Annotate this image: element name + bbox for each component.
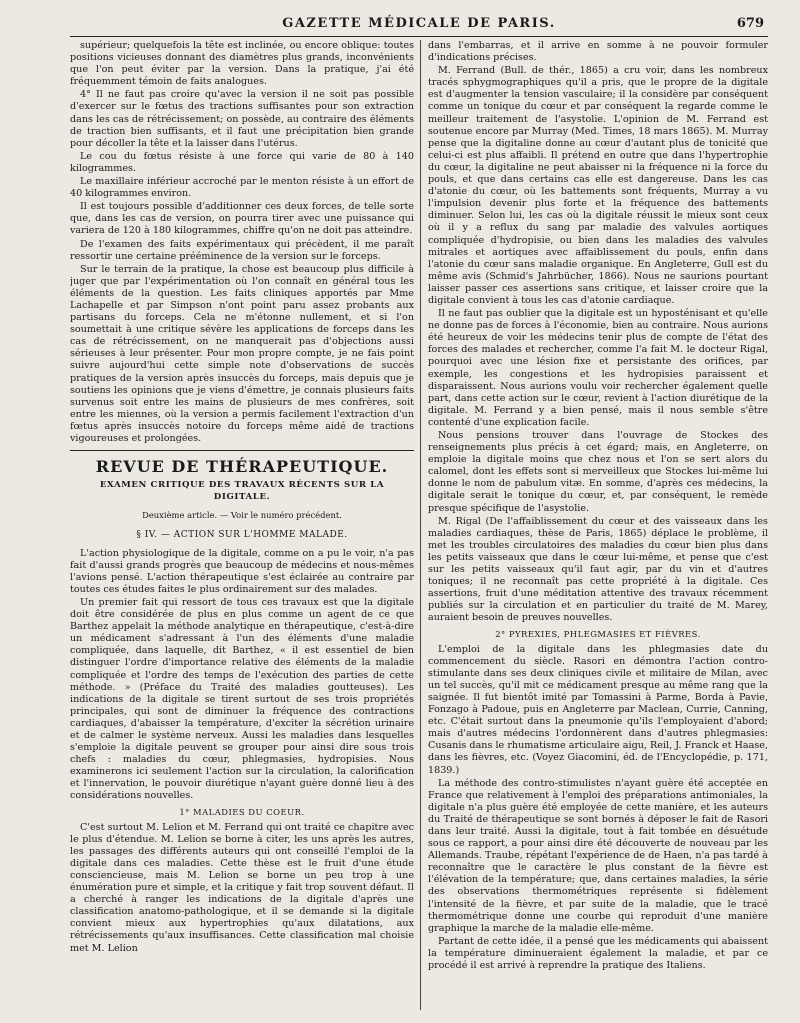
paragraph: 4° Il ne faut pas croire qu'avec la version il ne soit pas possible d'exercer sur le fœtus des tractions suffisantes pour son extraction dans les cas de rétrécissement; on possède, au contraire des éléments de traction bien suffisants, et il faut une précipitation bien grande pour décoller la tête et la laisser dans l'utérus. <box>70 89 414 149</box>
paragraph: dans l'embarras, et il arrive en somme à ne pouvoir formuler d'indications précises. <box>428 40 768 64</box>
paragraph: Le cou du fœtus résiste à une force qui varie de 80 à 140 kilogrammes. <box>70 150 414 174</box>
article-note: Deuxième article. — Voir le numéro précédent. <box>142 510 342 521</box>
paragraph: L'emploi de la digitale dans les phlegmasies date du commencement du siècle. Rasori en démontra l'action contro-stimulante dans ses deux cliniques civile et militaire de Milan, avec un tel succès, qu'il mit ce médicament presque au même rang que la saignée. Il fut bientôt imité par Tomassini à Parme, Borda à Pavie, Fonzago à Padoue, puis en Angleterre par Maclean, Currie, Canning, etc. C'était surtout dans la pneumonie qu'ils l'employaient d'abord; mais d'autres médecins l'ordonnèrent dans d'autres phlegmasies: Cusanis dans le rhumatisme articulaire aigu, Reil, J. Franck et Haase, dans les fièvres, etc. (Voyez Giacomini, éd. de l'Encyclopédie, p. 171, 1839.) <box>428 643 768 776</box>
paragraph: La méthode des contro-stimulistes n'ayant guère été acceptée en France que relativement à l'emploi des préparations antimoniales, la digitale n'a plus guère été employée de cette manière, et les auteurs du Traité de thérapeutique se sont bornés à déposer le fait de Rasori dans leur traité. Aussi la digitale, tout à fait tombée en désuétude sous ce rapport, a pour ainsi dire été découverte de nouveau par les Allemands. Traube, répétant l'expérience de de Haen, n'a pas tardé à reconnaître que le caractère le plus constant de la fièvre est l'élévation de la température; que, dans certaines maladies, la série des observations thermométriques représente si fidèlement l'intensité de la fièvre, et par suite de la maladie, que le tracé thermométrique donne une courbe qui reproduit d'une manière graphique la marche de la maladie elle-même. <box>428 777 768 934</box>
subsection-heading: 1° MALADIES DU COEUR. <box>179 806 305 817</box>
part-heading: § IV. — ACTION SUR L'HOMME MALADE. <box>136 530 348 541</box>
paragraph: Nous pensions trouver dans l'ouvrage de Stockes des renseignements plus précis à cet égard; mais, en Angleterre, on emploie la digitale moins que chez nous et l'on se sert alors du calomel, dont les effets sont si merveilleux que Stockes lui-même lui donne le nom de pabulum vitæ. En somme, d'après ces médecins, la digitale serait le tonique du cœur, et, par conséquent, le remède presque spécifique de l'asystolie. <box>428 430 768 514</box>
paragraph: Sur le terrain de la pratique, la chose est beaucoup plus difficile à juger que par l'expérimentation où l'on connaît en général tous les éléments de la question. Les faits cliniques apportés par Mme Lachapelle et par Simpson n'ont point paru assez probants aux partisans du forceps. Cela ne m'étonne nullement, et si l'on soumettait à une critique sévère les applications de forceps dans les cas de rétrécissement, on ne manquerait pas d'objections aussi sérieuses à leur présenter. Pour mon propre compte, je ne fais point suivre aujourd'hui cette simple note d'observations de succès pratiques de la version après insuccès du forceps, mais depuis que je soutiens les opinions que je viens d'émettre, je connais plusieurs faits survenus soit entre les mains de plusieurs de mes confrères, soit entre les miennes, où la version a permis facilement l'extraction d'un fœtus après insuccès notoire du forceps même aidé de tractions vigoureuses et prolongées. <box>70 263 414 444</box>
subsection-heading: 2° PYREXIES, PHLEGMASIES ET FIÈVRES. <box>495 628 701 639</box>
section-subtitle: EXAMEN CRITIQUE DES TRAVAUX RÉCENTS SUR LA DIGITALE. <box>99 480 385 503</box>
paragraph: M. Rigal (De l'affaiblissement du cœur et des vaisseaux dans les maladies cardiaques, thèse de Paris, 1865) déplace le problème, il met les troubles circulatoires des maladies du cœur bien plus dans les petits vaisseaux que dans le cœur lui-même, et pense que c'est sur les petits vaisseaux qu'il faut agir, par du vin et d'autres toniques; il ne reconnaît pas cette propriété à la digitale. Ces assertions, fruit d'une méditation attentive des travaux récemment publiés sur la circulation et en particulier du traité de M. Marey, auraient besoin de preuves nouvelles. <box>428 515 768 624</box>
paragraph: Partant de cette idée, il a pensé que les médicaments qui abaissent la température diminueraient également la maladie, et par ce procédé il est arrivé à reprendre la pratique des Italiens. <box>428 935 768 972</box>
paragraph: supérieur; quelquefois la tête est inclinée, ou encore oblique: toutes positions vicieuses donnant des diamètres plus grands, inconvénients que l'on peut éviter par la version. Dans la pratique, j'ai été fréquemment témoin de faits analogues. <box>70 40 414 88</box>
paragraph: C'est surtout M. Lelion et M. Ferrand qui ont traité ce chapitre avec le plus d'étendue. M. Lelion se borne à citer, les uns après les autres, les passages des différents auteurs qui ont conseillé l'emploi de la digitale dans ces maladies. Cette thèse est le fruit d'une étude consciencieuse, mais M. Lelion se borne un peu trop à une énumération pure et simple, et la critique y fait trop souvent défaut. Il a cherché à ranger les indications de la digitale d'après une classification anatomo-pathologique, et il se demande si la digitale convient mieux aux hypertrophies qu'aux dilatations, aux rétrécissements qu'aux insuffisances. Cette classification mal choisie met M. Lelion <box>70 821 414 954</box>
paragraph: L'action physiologique de la digitale, comme on a pu le voir, n'a pas fait d'aussi grands progrès que beaucoup de médecins et nous-mêmes l'avions pensé. L'action thérapeutique s'est éclairée au contraire par toutes ces études faites le plus ordinairement sur des malades. <box>70 547 414 595</box>
right-column <box>428 40 768 1012</box>
paragraph: Le maxillaire inférieur accroché par le menton résiste à un effort de 40 kilogrammes environ. <box>70 176 414 200</box>
running-header <box>70 14 768 37</box>
section-title: REVUE DE THÉRAPEUTIQUE. <box>95 457 389 477</box>
section-separator <box>70 450 414 451</box>
running-title: GAZETTE MÉDICALE DE PARIS. <box>282 16 556 31</box>
column-divider <box>420 40 421 1010</box>
paragraph: M. Ferrand (Bull. de thér., 1865) a cru voir, dans les nombreux tracés sphygmographiques qu'il a pris, que le propre de la digitale est d'augmenter la tension vasculaire; il la considère par conséquent comme un tonique du cœur et par conséquent la regarde comme le meilleur traitement de l'asystolie. L'opinion de M. Ferrand est soutenue encore par Murray (Med. Times, 18 mars 1865). M. Murray pense que la digitaline donne au cœur d'autant plus de tonicité que celui-ci est plus affaibli. Il prétend en outre que dans l'hypertrophie du cœur, la digitaline ne peut abaisser ni la fréquence ni la force du pouls, et que dans certains cas elle est dangereuse. Dans les cas d'atonie du cœur, où les battements sont fréquents, Murray a vu l'impulsion devenir plus forte et la fréquence des battements diminuer. Selon lui, les cas où la digitale réussit le mieux sont ceux où il y a reflux du sang par maladie des valvules aortiques compliquée d'hydropisie, ou bien dans les maladies des valvules mitrales et aortiques avec affaiblissement du pouls, enfin dans l'atonie du cœur sans maladie organique. En Angleterre, Gull est du même avis (Schmid's Jahrbücher, 1866). Nous ne saurions pourtant laisser passer ces assertions sans critique, et laisser croire que la digitale convient à tous les cas d'atonie cardiaque. <box>428 65 768 306</box>
paragraph: Il est toujours possible d'additionner ces deux forces, de telle sorte que, dans les cas de version, on pourra tirer avec une puissance qui variera de 120 à 180 kilogrammes, chiffre qu'on ne doit pas atteindre. <box>70 201 414 237</box>
paragraph: De l'examen des faits expérimentaux qui précèdent, il me paraît ressortir une certaine prééminence de la version sur le forceps. <box>70 238 414 262</box>
left-column <box>70 40 414 1012</box>
paragraph: Un premier fait qui ressort de tous ces travaux est que la digitale doit être considérée de plus en plus comme un agent de ce que Barthez appelait la méthode analytique en thérapeutique, c'est-à-dire un médicament s'adressant à l'un des éléments d'une maladie compliquée, dans laquelle, dit Barthez, « il est essentiel de bien distinguer l'ordre d'importance relative des éléments de la maladie compliquée et l'ordre des temps de l'exécution des parties de cette méthode. » (Préface du Traité des maladies goutteuses). Les indications de la digitale se tirent surtout de ses trois propriétés principales, qui sont de diminuer la fréquence des contractions cardiaques, d'abaisser la température, d'exciter la sécrétion urinaire et de calmer le système nerveux. Aussi les maladies dans lesquelles s'emploie la digitale peuvent se grouper pour ainsi dire sous trois chefs : maladies du cœur, phlegmasies, hydropisies. Nous examinerons ici seulement l'action sur la circulation, la calorification et l'innervation, le pouvoir diurétique n'ayant guère donné lieu à des considérations nouvelles. <box>70 596 414 802</box>
paragraph: Il ne faut pas oublier que la digitale est un hyposténisant et qu'elle ne donne pas de forces à l'économie, bien au contraire. Nous aurions été heureux de voir les médecins tenir plus de compte de l'état des forces des malades et rechercher, comme l'a fait M. le docteur Rigal, pourquoi avec une lésion fixe et persistante des orifices, par exemple, les congestions et les hydropisies paraissent et disparaissent. Nous aurions voulu voir rechercher également quelle part, dans cette action sur le cœur, revient à l'action diurétique de la digitale. M. Ferrand y a bien pensé, mais il nous semble s'être contenté d'une explication facile. <box>428 308 768 428</box>
page-number: 679 <box>736 16 764 31</box>
